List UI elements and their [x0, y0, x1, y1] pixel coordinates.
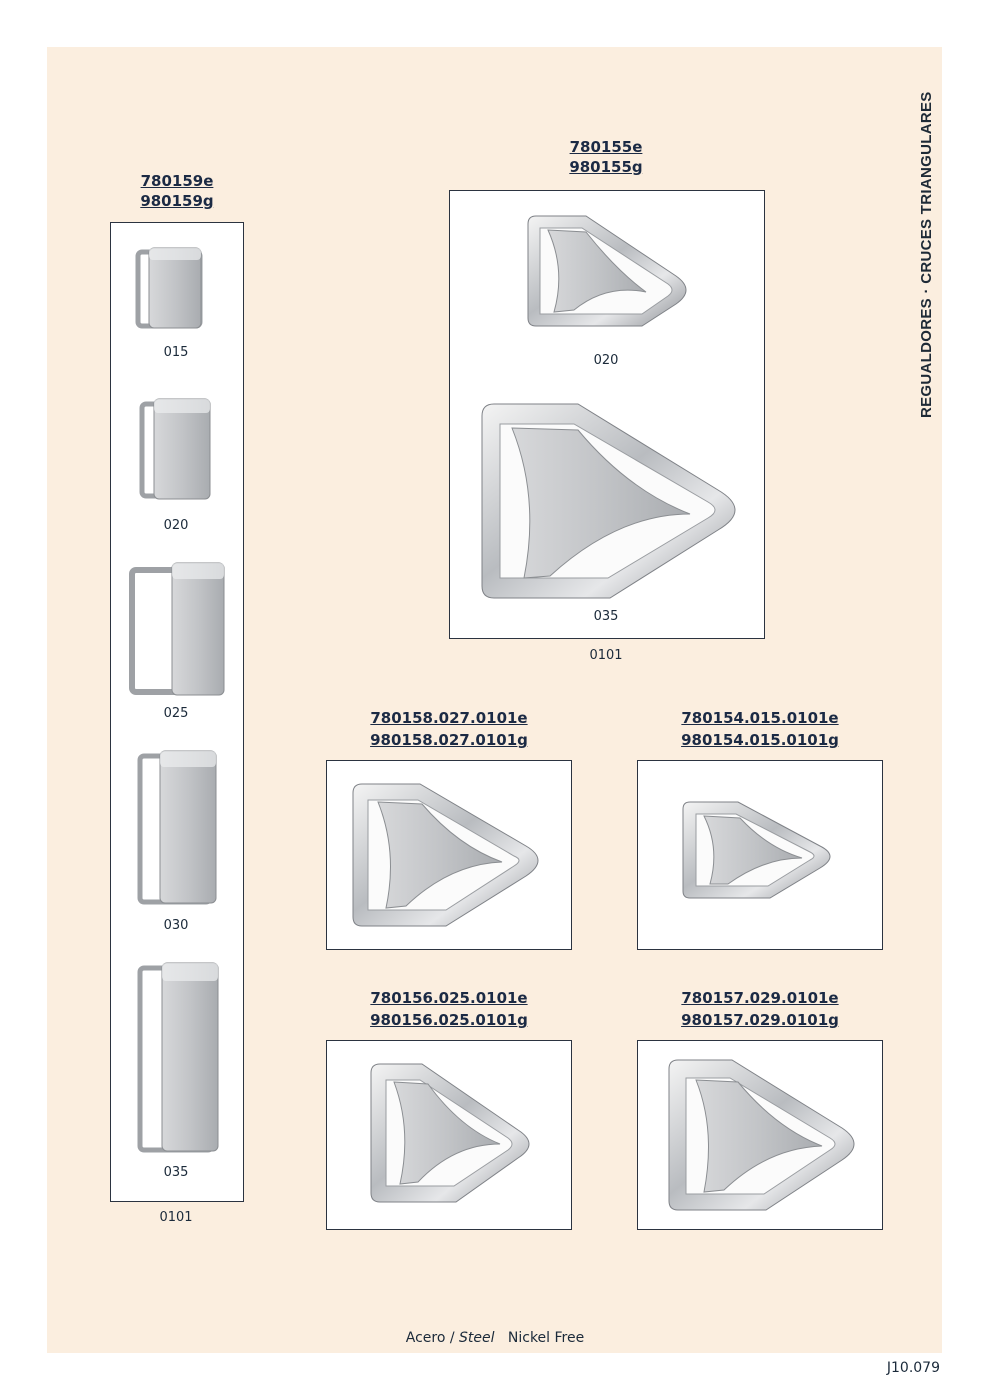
- material-label: Acero /: [405, 1330, 455, 1346]
- triangle-buckle-780158-image: [350, 780, 548, 930]
- slider-buckle-035-image: [136, 960, 222, 1156]
- product-code-g: 980158.027.0101g: [370, 731, 528, 749]
- slider-buckle-020-image: [138, 396, 214, 502]
- size-label-035: 035: [163, 1165, 189, 1180]
- triangle-buckle-780154-image: [680, 798, 840, 902]
- size-label-020: 020: [593, 353, 619, 368]
- product-code-e: 780156.025.0101e: [370, 989, 528, 1007]
- product-code-e: 780159e: [140, 172, 214, 190]
- product-code-g: 980157.029.0101g: [681, 1011, 839, 1029]
- slider-buckle-030-image: [136, 748, 220, 908]
- slider-buckle-015-image: [135, 246, 207, 330]
- page-number: J10.079: [886, 1360, 940, 1376]
- slider-buckle-025-image: [128, 560, 228, 698]
- product-code-g: 980156.025.0101g: [370, 1011, 528, 1029]
- size-label-035: 035: [593, 609, 619, 624]
- material-note: [0, 1330, 990, 1346]
- triangle-buckle-780156-image: [368, 1060, 540, 1206]
- product-code-g: 980159g: [140, 192, 214, 210]
- nickel-free-label: Nickel Free: [507, 1330, 585, 1346]
- product-code-e: 780158.027.0101e: [370, 709, 528, 727]
- triangle-buckle-780157-image: [666, 1056, 866, 1214]
- product-code-g: 980155g: [569, 158, 643, 176]
- triangle-buckle-035-image: [478, 398, 748, 604]
- product-code-e: 780154.015.0101e: [681, 709, 839, 727]
- finish-code: 0101: [159, 1210, 193, 1225]
- finish-code: 0101: [589, 648, 623, 663]
- material-english: Steel: [459, 1330, 495, 1346]
- size-label-025: 025: [163, 706, 189, 721]
- size-label-015: 015: [163, 345, 189, 360]
- product-code-e: 780155e: [569, 138, 643, 156]
- size-label-020: 020: [163, 518, 189, 533]
- section-title: REGUALDORES · CRUCES TRIANGULARES: [918, 91, 935, 418]
- triangle-buckle-020-image: [526, 210, 694, 330]
- size-label-030: 030: [163, 918, 189, 933]
- product-code-g: 980154.015.0101g: [681, 731, 839, 749]
- product-code-e: 780157.029.0101e: [681, 989, 839, 1007]
